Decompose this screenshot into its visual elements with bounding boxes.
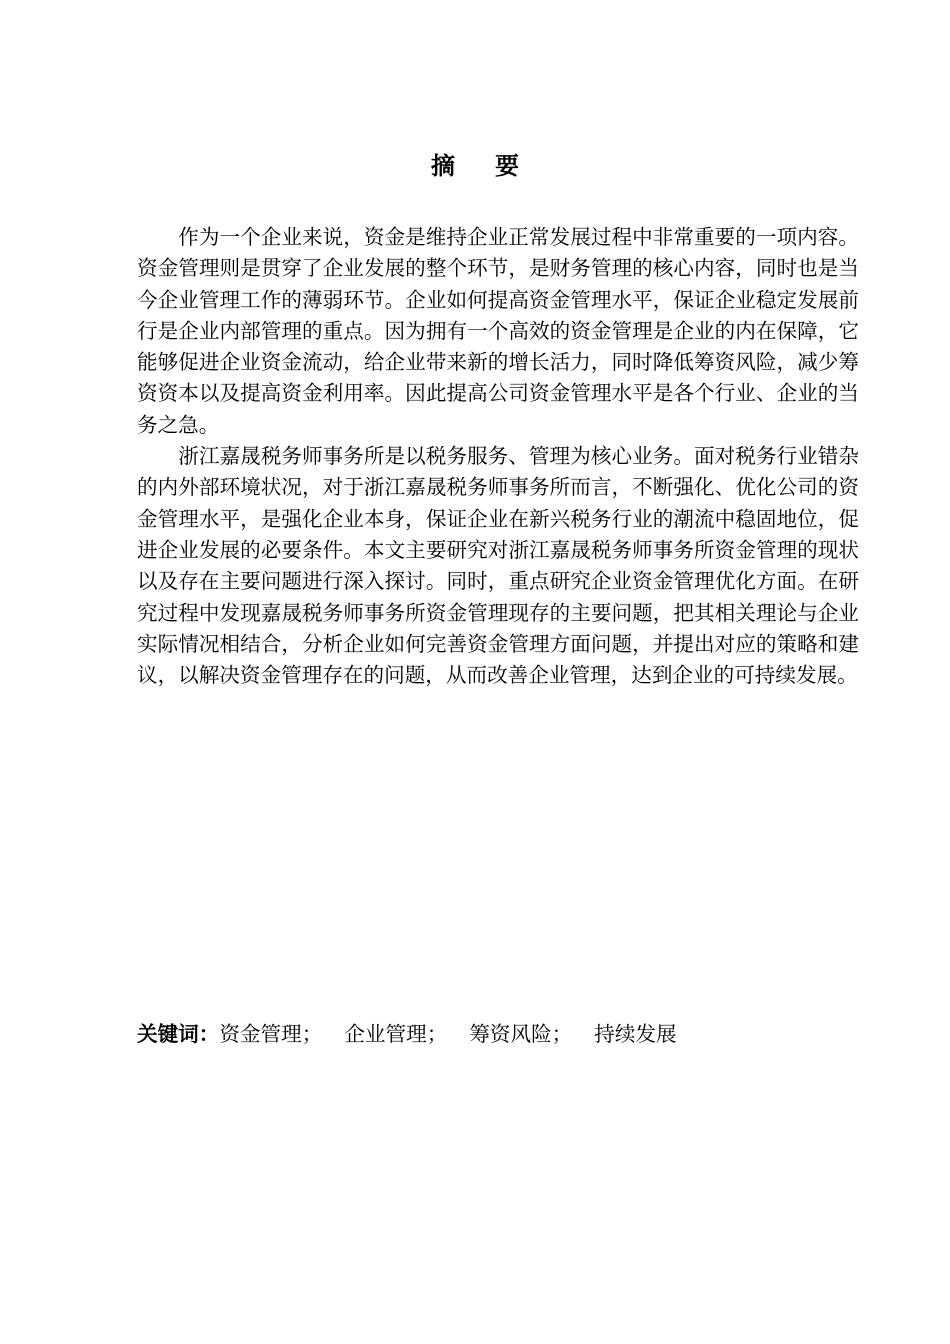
- keyword-item: 企业管理；: [344, 1022, 448, 1046]
- keyword-item: 筹资风险；: [469, 1022, 573, 1046]
- abstract-title: 摘要: [431, 152, 559, 180]
- keywords-line: [137, 1019, 859, 1050]
- abstract-paragraph-1: 作为一个企业来说，资金是维持企业正常发展过程中非常重要的一项内容。资金管理则是贯穿了企业发展的整个环节，是财务管理的核心内容，同时也是当今企业管理工作的薄弱环节。企业如何提高资金管理水平，保证企业稳定发展前行是企业内部管理的重点。因为拥有一个高效的资金管理是企业的内在保障，它能够促进企业资金流动，给企业带来新的增长活力，同时降低筹资风险，减少筹资资本以及提高资金利用率。因此提高公司资金管理水平是各个行业、企业的当务之急。: [137, 225, 859, 437]
- keywords-label: 关键词：: [137, 1022, 220, 1046]
- abstract-paragraph-2: 浙江嘉晟税务师事务所是以税务服务、管理为核心业务。面对税务行业错杂的内外部环境状况，对于浙江嘉晟税务师事务所而言，不断强化、优化公司的资金管理水平，是强化企业本身，保证企业在新兴税务行业的潮流中稳固地位，促进企业发展的必要条件。本文主要研究对浙江嘉晟税务师事务所资金管理的现状以及存在主要问题进行深入探讨。同时，重点研究企业资金管理优化方面。在研究过程中发现嘉晟税务师事务所资金管理现存的主要问题，把其相关理论与企业实际情况相结合，分析企业如何完善资金管理方面问题，并提出对应的策略和建议，以解决资金管理存在的问题，从而改善企业管理，达到企业的可持续发展。: [137, 444, 859, 688]
- abstract-body: [137, 222, 859, 691]
- keyword-item: 资金管理；: [219, 1022, 323, 1046]
- keyword-item: 持续发展: [594, 1022, 677, 1046]
